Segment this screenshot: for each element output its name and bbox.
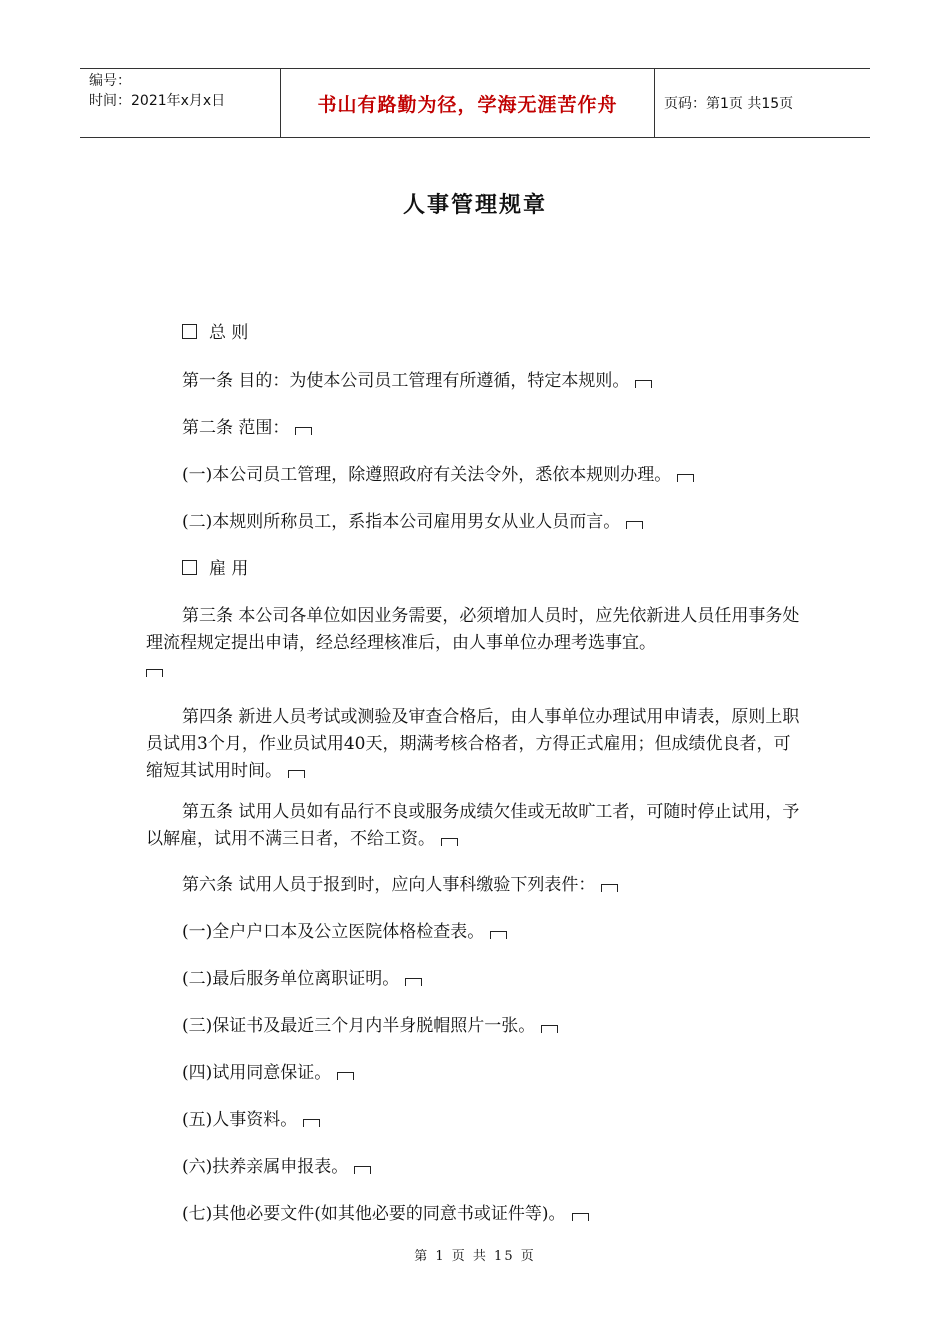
- paragraph-mark-icon: [541, 1025, 558, 1033]
- paragraph: 第一条 目的：为使本公司员工管理有所遵循，特定本规则。: [146, 368, 842, 395]
- paragraph-mark-icon: [146, 669, 163, 677]
- header-table: [80, 68, 870, 138]
- checkbox-square-icon: [182, 324, 197, 339]
- paragraph: 第六条 试用人员于报到时，应向人事科缴验下列表件：: [146, 872, 842, 899]
- header-divider: [654, 69, 655, 137]
- paragraph-mark-icon: [572, 1213, 589, 1221]
- paragraph: 第二条 范围：: [146, 415, 842, 442]
- header-page-info: 页码：第1页 共15页: [664, 96, 794, 112]
- checkbox-square-icon: [182, 560, 197, 575]
- paragraph: 第五条 试用人员如有品行不良或服务成绩欠佳或无故旷工者，可随时停止试用，予以解雇，试用不满三日者，不给工资。: [146, 802, 800, 849]
- paragraph: 第三条 本公司各单位如因业务需要，必须增加人员时，应先依新进人员任用事务处理流程规定提出申请，经总经理核准后，由人事单位办理考选事宜。: [146, 603, 806, 684]
- header-meta: [80, 69, 280, 137]
- paragraph: (一)全户户口本及公立医院体格检查表。: [146, 919, 842, 946]
- page-footer: 第 1 页 共 15 页: [414, 1249, 536, 1264]
- time-label: 时间：2021年x月x日: [89, 93, 226, 109]
- paragraph: (六)扶养亲属申报表。: [146, 1154, 842, 1181]
- number-label: 编号：: [89, 73, 131, 89]
- paragraph-mark-icon: [354, 1166, 371, 1174]
- paragraph: (一)本公司员工管理，除遵照政府有关法令外，悉依本规则办理。: [146, 462, 842, 489]
- paragraph-mark-icon: [626, 521, 643, 529]
- paragraph-mark-icon: [490, 931, 507, 939]
- paragraph-mark-icon: [303, 1119, 320, 1127]
- paragraph-mark-icon: [295, 427, 312, 435]
- section-heading: 雇 用: [146, 556, 842, 583]
- paragraph: (七)其他必要文件(如其他必要的同意书或证件等)。: [146, 1201, 842, 1228]
- paragraph: (三)保证书及最近三个月内半身脱帽照片一张。: [146, 1013, 842, 1040]
- paragraph: (四)试用同意保证。: [146, 1060, 842, 1087]
- paragraph: 第四条 新进人员考试或测验及审查合格后，由人事单位办理试用申请表，原则上职员试用3个月，作业员试用40天，期满考核合格者，方得正式雇用；但成绩优良者，可缩短其试用时间。: [146, 707, 800, 781]
- header-motto: 书山有路勤为径，学海无涯苦作舟: [317, 93, 618, 116]
- document-title: 人事管理规章: [402, 193, 547, 218]
- paragraph-mark-icon: [635, 380, 652, 388]
- paragraph: (五)人事资料。: [146, 1107, 842, 1134]
- paragraph-mark-icon: [288, 770, 305, 778]
- paragraph-mark-icon: [337, 1072, 354, 1080]
- paragraph: (二)最后服务单位离职证明。: [146, 966, 842, 993]
- paragraph: (二)本规则所称员工，系指本公司雇用男女从业人员而言。: [146, 509, 842, 536]
- paragraph-mark-icon: [677, 474, 694, 482]
- paragraph-mark-icon: [601, 884, 618, 892]
- section-heading: 总 则: [146, 320, 842, 347]
- paragraph-mark-icon: [441, 838, 458, 846]
- paragraph-mark-icon: [405, 978, 422, 986]
